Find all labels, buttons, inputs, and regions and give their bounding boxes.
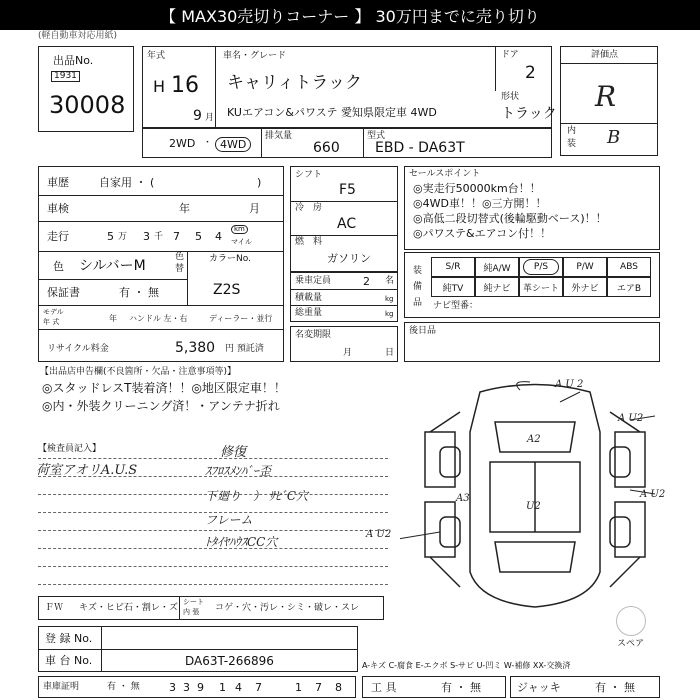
year-model-box bbox=[142, 46, 557, 128]
month-unit: 月 bbox=[205, 113, 215, 123]
sale-point-4: ◎パワステ&エアコン付！！ bbox=[413, 227, 552, 240]
seat-label-2: 内 張 bbox=[183, 608, 200, 616]
doors-value: 2 bbox=[525, 63, 536, 83]
cert-digit-6: 7 bbox=[255, 681, 262, 694]
equip-ext-navi: 外ナビ bbox=[563, 277, 607, 297]
model-row-label-1: モデル bbox=[43, 308, 64, 316]
aircon-label-1: 冷 bbox=[295, 203, 305, 213]
diagram-mark-5: A2 bbox=[527, 434, 541, 445]
left-spec-table bbox=[38, 166, 284, 362]
capacity-label: 乗車定員 bbox=[295, 276, 332, 286]
equip-ps: P/S bbox=[519, 257, 563, 277]
registration-label: 登 録 No. bbox=[45, 632, 93, 645]
inspector-note-1: 荷室アオリA.U.S bbox=[36, 463, 138, 478]
cert-value: 有 ・ 無 bbox=[107, 682, 140, 692]
equip-abs: ABS bbox=[607, 257, 651, 277]
jack-value: 有 ・ 無 bbox=[595, 681, 635, 694]
navi-model-label: ナビ型番： bbox=[433, 301, 479, 311]
sale-point-2: ◎4WD車！！◎三方開！！ bbox=[413, 197, 547, 210]
cert-digit-1: 3 bbox=[169, 681, 176, 694]
load-label: 積載量 bbox=[295, 293, 323, 303]
diagram-mark-3: A U2 bbox=[640, 489, 666, 500]
equipment-label-3: 品 bbox=[413, 298, 423, 308]
inspection-label: 車検 bbox=[47, 202, 69, 215]
drive-2wd: 2WD bbox=[169, 137, 196, 150]
cert-digit-3: 9 bbox=[197, 681, 204, 694]
dealer-note-2: ◎内・外装クリーニング済！・アンテナ折れ bbox=[42, 399, 280, 413]
equipment-label-1: 装 bbox=[413, 266, 423, 276]
repaint-label-1: 色 bbox=[175, 252, 185, 262]
diagram-mark-2: A U2 bbox=[618, 413, 644, 424]
dealer-notes-label: 【出品店申告欄(不良箇所・欠品・注意事項等)】 bbox=[40, 367, 237, 377]
tools-label: 工 具 bbox=[371, 681, 397, 694]
diagram-mark-7: U2 bbox=[526, 501, 541, 512]
fw-row bbox=[38, 596, 384, 620]
model-name-label: 車名・グレード bbox=[223, 51, 287, 61]
cert-digit-2: 3 bbox=[183, 681, 190, 694]
mileage-d5: 4 bbox=[215, 230, 222, 243]
name-change-day: 日 bbox=[385, 348, 395, 358]
capacity-unit: 名 bbox=[385, 276, 395, 286]
equip-tv: 純TV bbox=[431, 277, 475, 297]
shape-label: 形状 bbox=[501, 92, 520, 102]
spare-label: スペア bbox=[617, 639, 645, 649]
mileage-d2: 3 bbox=[143, 230, 150, 243]
model-row-dealer: ディーラー・並行 bbox=[209, 314, 273, 323]
history-label: 車歴 bbox=[47, 176, 69, 189]
shift-label: シフト bbox=[295, 170, 323, 180]
cert-digit-5: 4 bbox=[235, 681, 242, 694]
dealer-note-1: ◎スタッドレスT装着済！！◎地区限定車！！ bbox=[42, 381, 286, 395]
model-row-year: 年 bbox=[109, 314, 117, 323]
reentry-label: 後日品 bbox=[409, 326, 437, 336]
year-era: H bbox=[153, 77, 166, 96]
drive-4wd: 4WD bbox=[215, 137, 251, 152]
lot-number: 30008 bbox=[49, 91, 126, 119]
fuel-label-2: 料 bbox=[313, 237, 323, 247]
inspector-note-5: フレーム bbox=[205, 513, 253, 527]
inspector-note-6: ﾄﾀｲﾔﾊｳｽCC穴 bbox=[205, 535, 278, 549]
cert-digit-9: 8 bbox=[335, 681, 342, 694]
shape-value: トラック bbox=[501, 106, 557, 122]
doors-label: ドア bbox=[501, 50, 519, 60]
cert-digit-8: 7 bbox=[315, 681, 322, 694]
displacement-value: 660 bbox=[313, 140, 340, 156]
chassis-label: 車 台 No. bbox=[45, 654, 93, 667]
inspector-note-2: 修復 bbox=[220, 445, 247, 460]
total-weight-label: 総重量 bbox=[295, 308, 323, 318]
mileage-u1: 万 bbox=[118, 232, 128, 242]
tools-value: 有 ・ 無 bbox=[441, 681, 481, 694]
interior-label-1: 内 bbox=[567, 126, 577, 136]
fuel-label-1: 燃 bbox=[295, 237, 305, 247]
name-change-box bbox=[290, 326, 398, 362]
model-row-label-2: 年 式 bbox=[43, 318, 60, 326]
color-value: シルバーM bbox=[79, 258, 146, 274]
diagram-mark-6: A3 bbox=[456, 493, 470, 504]
jack-box bbox=[510, 676, 660, 698]
damage-legend: A-キズ C-腐食 E-エクボ S-サビ U-凹ミ W-補修 XX-交換済 bbox=[362, 661, 571, 670]
lot-label: 出品No. bbox=[53, 54, 94, 67]
name-change-label: 名変期限 bbox=[295, 330, 332, 340]
inspector-note-4: 下廻り ） ｻﾋﾞC穴 bbox=[205, 489, 308, 503]
car-diagram bbox=[400, 372, 670, 622]
reentry-box bbox=[404, 322, 660, 362]
mid-spec-table bbox=[290, 166, 398, 272]
aircon-label-2: 房 bbox=[313, 203, 323, 213]
sale-point-1: ◎実走行50000km台！！ bbox=[413, 182, 541, 195]
cert-digit-7: 1 bbox=[295, 681, 302, 694]
warranty-value: 有 ・ 無 bbox=[119, 286, 159, 299]
lot-tag: 1931 bbox=[51, 71, 80, 82]
inspector-label: 【検査員記入】 bbox=[38, 444, 102, 454]
tools-box bbox=[362, 676, 506, 698]
lot-number-box bbox=[38, 46, 134, 132]
inspector-note-3: ｽﾌﾛｽﾒﾝﾊﾞｰ歪 bbox=[205, 464, 272, 478]
recycle-unit: 円 預託済 bbox=[225, 344, 264, 354]
spare-circle bbox=[616, 606, 646, 636]
equip-airbag: エアB bbox=[607, 277, 651, 297]
capacity-table bbox=[290, 272, 398, 322]
registration-box bbox=[38, 626, 358, 672]
mileage-label: 走行 bbox=[47, 230, 69, 243]
seat-options: コゲ・穴・汚レ・シミ・破レ・スレ bbox=[215, 603, 360, 613]
model-code-label: 型式 bbox=[367, 131, 386, 141]
displacement-label: 排気量 bbox=[265, 131, 293, 141]
sale-point-3: ◎高低二段切替式(後輪駆動ベース)！！ bbox=[413, 212, 607, 225]
mileage-u2: 千 bbox=[154, 232, 164, 242]
seat-label-1: シート bbox=[183, 598, 204, 606]
grade-label: 評価点 bbox=[591, 50, 619, 60]
name-change-month: 月 bbox=[343, 348, 353, 358]
equip-navi: 純ナビ bbox=[475, 277, 519, 297]
cert-label: 車庫証明 bbox=[43, 682, 80, 692]
recycle-value: 5,380 bbox=[175, 340, 216, 356]
sale-points-box bbox=[404, 166, 660, 250]
equipment-label-2: 備 bbox=[413, 282, 423, 292]
mileage-mile: マイル bbox=[231, 238, 252, 246]
color-no-value: Z2S bbox=[213, 282, 241, 298]
history-close: ) bbox=[257, 176, 262, 189]
inspection-year: 年 bbox=[179, 202, 190, 215]
grade-box bbox=[560, 46, 658, 156]
history-value: 自家用 ・ ( bbox=[99, 176, 155, 189]
equip-aw: 純A/W bbox=[475, 257, 519, 277]
jack-label: ジャッキ bbox=[517, 681, 561, 694]
month-value: 9 bbox=[193, 108, 202, 124]
warranty-label: 保証書 bbox=[47, 286, 80, 299]
year-label: 年式 bbox=[147, 51, 166, 61]
header-note: (軽自動車対応用紙) bbox=[38, 31, 118, 41]
color-label: 色 bbox=[53, 260, 64, 273]
inspection-month: 月 bbox=[249, 202, 260, 215]
total-weight-unit: kg bbox=[385, 310, 394, 318]
equip-sr: S/R bbox=[431, 257, 475, 277]
model-row-handle: ハンドル 左・右 bbox=[129, 314, 188, 323]
model-name: キャリィトラック bbox=[227, 73, 362, 93]
grade-score: R bbox=[595, 80, 617, 113]
interior-label-2: 装 bbox=[567, 139, 577, 149]
fw-label: ＦＷ bbox=[45, 603, 64, 613]
equip-leather: 革シート bbox=[519, 277, 563, 297]
mileage-d1: 5 bbox=[107, 230, 114, 243]
recycle-label: リサイクル料金 bbox=[47, 344, 109, 354]
capacity-value: 2 bbox=[363, 275, 370, 288]
model-grade: KUエアコン&パワステ 愛知県限定車 4WD bbox=[227, 106, 437, 119]
model-code-value: EBD - DA63T bbox=[375, 140, 465, 156]
interior-score: B bbox=[607, 127, 621, 148]
mileage-km: km bbox=[231, 225, 248, 234]
equip-ps-circle bbox=[523, 259, 559, 275]
year-value: 16 bbox=[171, 73, 199, 98]
banner: 【 MAX30売切りコーナー 】 30万円までに売り切り bbox=[0, 0, 700, 30]
diagram-mark-1: A U 2 bbox=[555, 379, 584, 390]
repaint-label-2: 替 bbox=[175, 264, 185, 274]
sale-points-label: セールスポイント bbox=[409, 169, 481, 179]
drive-sep: ・ bbox=[203, 138, 213, 148]
load-unit: kg bbox=[385, 295, 394, 303]
spec-row bbox=[142, 128, 552, 158]
aircon-value: AC bbox=[337, 216, 357, 232]
diagram-mark-4: A U2 bbox=[366, 529, 392, 540]
fuel-value: ガソリン bbox=[327, 252, 371, 265]
mileage-d3: 7 bbox=[173, 230, 180, 243]
cert-digit-4: 1 bbox=[219, 681, 226, 694]
cert-row bbox=[38, 676, 356, 698]
chassis-value: DA63T-266896 bbox=[185, 654, 274, 668]
mileage-d4: 5 bbox=[195, 230, 202, 243]
color-no-label: カラーNo. bbox=[209, 254, 251, 264]
fw-options: キズ・ヒビ石・割レ・ズ bbox=[79, 603, 178, 613]
equipment-box bbox=[404, 252, 660, 318]
shift-value: F5 bbox=[339, 182, 356, 198]
equip-pw: P/W bbox=[563, 257, 607, 277]
